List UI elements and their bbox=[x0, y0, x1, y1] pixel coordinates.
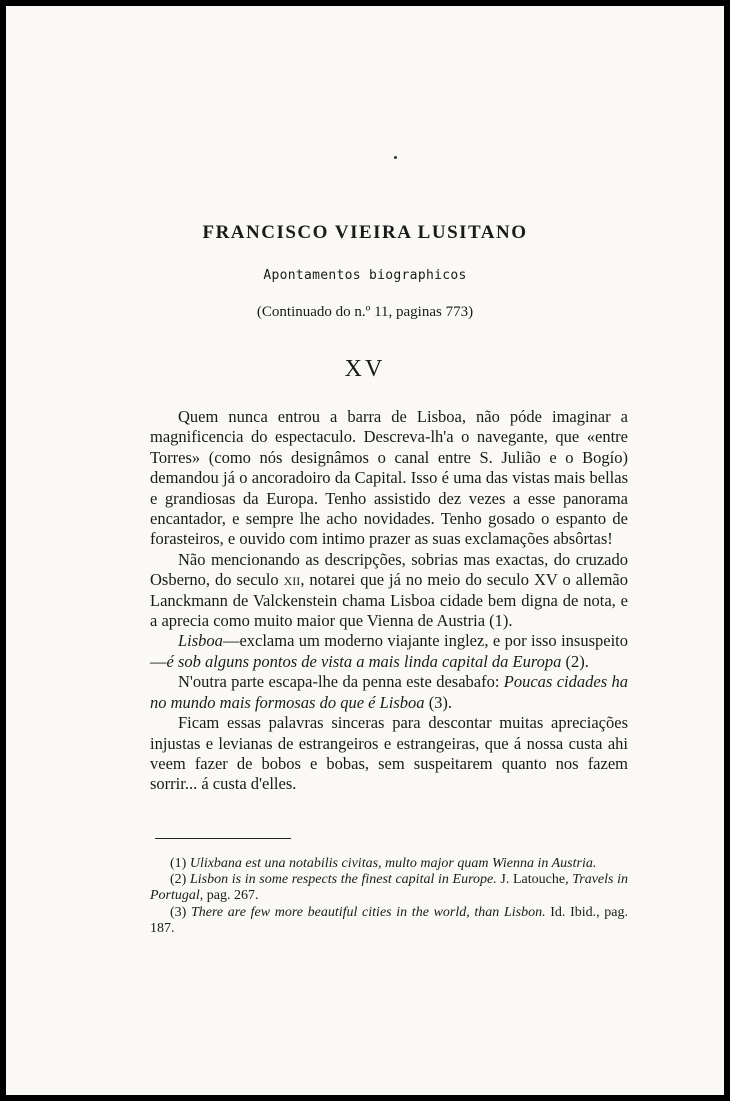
paragraph-3-lisboa: Lisboa bbox=[178, 631, 223, 651]
paragraph-5: Ficam essas palavras sinceras para descontar muitas apreciações injustas e levianas de estrangeiros e estrangeiras, que á nossa custa ahi veem fazer de bobos e bobas, sem suspeitarem quanto nos fazem sorrir... á custa d'elles. bbox=[150, 713, 628, 794]
paragraph-2-text-c: , notarei que já no meio do seculo bbox=[300, 570, 534, 590]
paragraph-2 bbox=[150, 550, 628, 632]
paragraph-2-text-a: Não mencionando as descripções, sobrias mas exactas, do cruzado Osberno, do seculo bbox=[150, 549, 628, 590]
paragraph-3-text-b: —exclama um moderno viajante inglez, e por isso insuspeito— bbox=[150, 631, 628, 671]
paragraph-3-ref: (2). bbox=[561, 651, 589, 671]
footnote-3-cite: Id. Ibid., pag. 187. bbox=[150, 904, 629, 936]
article-title: FRANCISCO VIEIRA LUSITANO bbox=[202, 222, 528, 243]
continuation-note: (Continuado do n.º 11, paginas 773) bbox=[256, 304, 474, 320]
footnote-3-text: There are few more beautiful cities in the world, than Lisbon. bbox=[191, 904, 546, 920]
footnote-2-number: (2) bbox=[170, 872, 190, 888]
paragraph-4 bbox=[150, 672, 628, 713]
paragraph-4-quote: Poucas cidades ha no mundo mais formosas do que é Lisboa bbox=[150, 672, 628, 712]
footnote-divider bbox=[155, 838, 291, 839]
paragraph-3 bbox=[150, 631, 628, 672]
footnotes bbox=[150, 856, 628, 937]
chapter-number: XV bbox=[344, 356, 386, 382]
paragraph-4-ref: (3). bbox=[424, 692, 453, 712]
century-xii: xii bbox=[283, 570, 301, 590]
footnote-2-cite-title: Travels in Portugal bbox=[150, 872, 629, 904]
footnote-3-number: (3) bbox=[170, 904, 191, 920]
footnote-2-text: Lisbon is in some respects the finest capital in Europe. bbox=[189, 872, 497, 888]
paragraph-4-text-a: N'outra parte escapa-lhe da penna este desabafo: bbox=[178, 672, 504, 692]
footnote-3 bbox=[150, 905, 628, 937]
paragraph-1: Quem nunca entrou a barra de Lisboa, não póde imaginar a magnificencia do espectaculo. Descreva-lh'a o navegante, que «entre Torres» (como nós designâmos o canal entre S. Julião e o Bogío) demandou já o ancoradoiro da Capital. Isso é uma das vistas mais bellas e grandiosas da Europa. Tenho assistido dez vezes a esse panorama encantador, e sempre lhe acho novidades. Tenho gosado o espanto de forasteiros, e ouvido com intimo prazer as suas exclamações absôrtas! bbox=[150, 407, 628, 549]
paragraph-3-quote: é sob alguns pontos de vista a mais linda capital da Europa bbox=[166, 651, 562, 671]
footnote-1-text: Ulixbana est una notabilis civitas, multo major quam Wienna in Austria. bbox=[189, 856, 597, 871]
paragraph-2-text-e: o allemão Lanckmann de Valckenstein chama Lisboa cidade bem digna de nota, e a aprecia como muito maior que Vienna de Austria (1). bbox=[150, 570, 628, 631]
footnote-2-cite-a: J. Latouche, bbox=[496, 872, 573, 888]
footnote-2 bbox=[150, 872, 628, 904]
body-text bbox=[150, 407, 628, 795]
ink-speck bbox=[394, 156, 397, 159]
footnote-1 bbox=[150, 856, 628, 872]
footnote-1-number: (1) bbox=[170, 856, 190, 871]
footnote-2-cite-c: , pag. 267. bbox=[199, 888, 259, 904]
century-xv: XV bbox=[534, 570, 558, 590]
article-subtitle: Apontamentos biographicos bbox=[263, 268, 467, 283]
